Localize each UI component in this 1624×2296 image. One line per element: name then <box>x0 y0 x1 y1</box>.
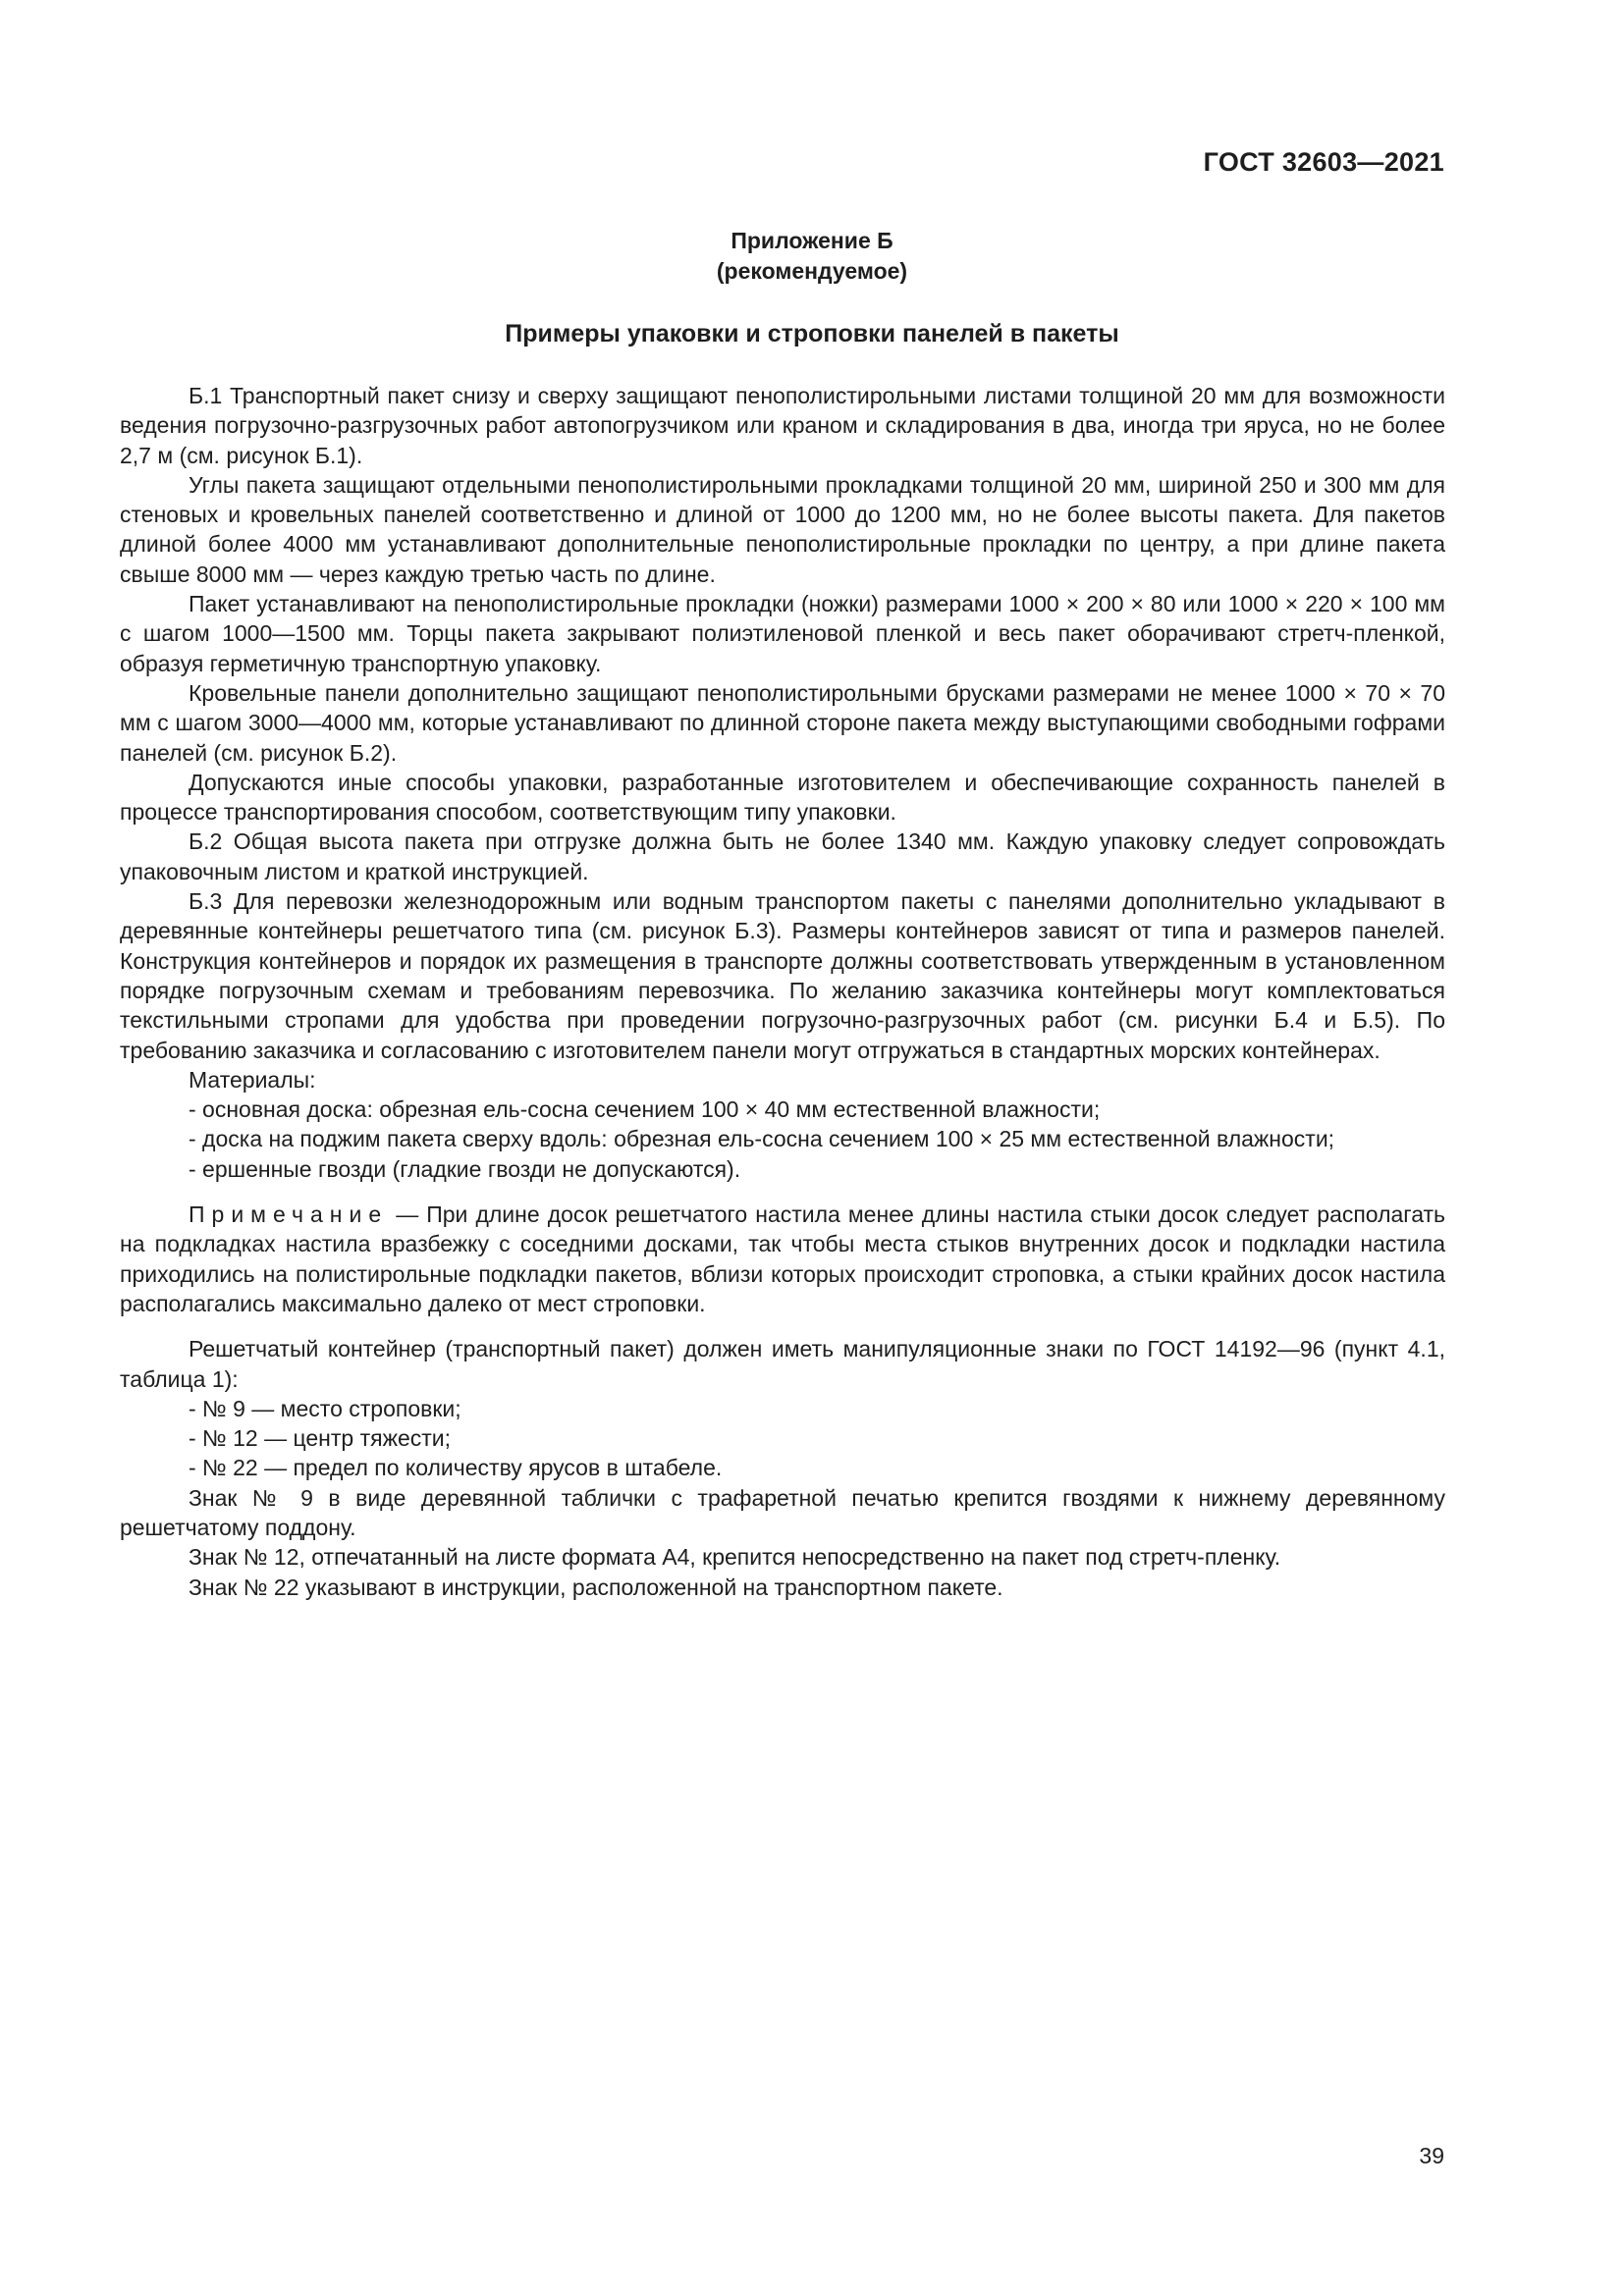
list-item: - № 12 — центр тяжести; <box>189 1425 452 1452</box>
body-text <box>120 381 1445 1602</box>
paragraph-b2: Б.2 Общая высота пакета при отгрузке должна быть не более 1340 мм. Каждую упаковку следует сопровождать упаковочным листом и краткой инструкцией. <box>120 828 1445 884</box>
paragraph-other-methods: Допускаются иные способы упаковки, разработанные изготовителем и обеспечивающие сохранность панелей в процессе транспортирования способом, соответствующим типу упаковки. <box>120 769 1445 826</box>
paragraph-roof-panels: Кровельные панели дополнительно защищают пенополистирольными брусками размерами не менее 1000 × 70 × 70 мм с шагом 3000—4000 мм, которые устанавливают по длинной стороне пакета между выступающими свободными гофрами панелей (см. рисунок Б.2). <box>120 679 1445 766</box>
paragraph-b3: Б.3 Для перевозки железнодорожным или водным транспортом пакеты с панелями дополнительно укладывают в деревянные контейнеры решетчатого типа (см. рисунок Б.3). Размеры контейнеров зависят от типа и размеров панелей. Конструкция контейнеров и порядок их размещения в транспорте должны соответствовать утвержденным в установленном порядке погрузочным схемам и требованиям перевозчика. По желанию заказчика контейнеры могут комплектоваться текстильными стропами для удобства при проведении погрузочно-разгрузочных работ (см. рисунки Б.4 и Б.5). По требованию заказчика и согласованию с изготовителем панели могут отгружаться в стандартных морских контейнерах. <box>120 888 1445 1063</box>
paragraph-b1: Б.1 Транспортный пакет снизу и сверху защищают пенополистирольными листами толщиной 20 мм для возможности ведения погрузочно-разгрузочных работ автопогрузчиком или краном и складирования в два, иногда три яруса, но не более 2,7 м (см. рисунок Б.1). <box>120 383 1445 468</box>
list-item: - основная доска: обрезная ель-сосна сечением 100 × 40 мм естественной влажности; <box>189 1096 1101 1123</box>
paragraph-sign-9: Знак № 9 в виде деревянной таблички с трафаретной печатью крепится гвоздями к нижнему деревянному решетчатому поддону. <box>120 1484 1445 1540</box>
materials-label: Материалы: <box>189 1066 316 1093</box>
annex-title-block <box>0 226 1624 287</box>
paragraph-manipulation-signs: Решетчатый контейнер (транспортный пакет) должен иметь манипуляционные знаки по ГОСТ 14192—96 (пункт 4.1, таблица 1): <box>120 1336 1445 1392</box>
annex-subtitle: (рекомендуемое) <box>716 258 908 284</box>
note-text: — При длине досок решетчатого настила менее длины настила стыки досок следует располагать на подкладках настила вразбежку с соседними досками, так чтобы места стыков внутренних досок и подкладки настила приходились на полистирольные подкладки пакетов, вблизи которых происходит строповка, а стыки крайних досок настила располагались максимально далеко от мест строповки. <box>120 1201 1445 1316</box>
section-heading: Примеры упаковки и строповки панелей в пакеты <box>505 320 1119 347</box>
paragraph-supports: Пакет устанавливают на пенополистирольные прокладки (ножки) размерами 1000 × 200 × 80 или 1000 × 220 × 100 мм с шагом 1000—1500 мм. Торцы пакета закрывают полиэтиленовой пленкой и весь пакет оборачивают стретч-пленкой, образуя герметичную транспортную упаковку. <box>120 591 1445 676</box>
note-label: Примечание <box>189 1201 389 1228</box>
note-paragraph <box>120 1200 1445 1318</box>
paragraph-sign-22: Знак № 22 указывают в инструкции, расположенной на транспортном пакете. <box>189 1574 1003 1600</box>
list-item: - ершенные гвозди (гладкие гвозди не допускаются). <box>189 1155 741 1182</box>
list-item: - № 22 — предел по количеству ярусов в штабеле. <box>189 1455 723 1481</box>
paragraph-corners: Углы пакета защищают отдельными пенополистирольными прокладками толщиной 20 мм, шириной 250 и 300 мм для стеновых и кровельных панелей соответственно и длиной от 1000 до 1200 мм, но не более высоты пакета. Для пакетов длиной более 4000 мм устанавливают дополнительные пенополистирольные прокладки по центру, а при длине пакета свыше 8000 мм — через каждую третью часть по длине. <box>120 471 1445 587</box>
paragraph-sign-12: Знак № 12, отпечатанный на листе формата А4, крепится непосредственно на пакет под стретч-пленку. <box>189 1544 1281 1571</box>
list-item: - доска на поджим пакета сверху вдоль: обрезная ель-сосна сечением 100 × 25 мм естественной влажности; <box>189 1126 1335 1152</box>
page-number: 39 <box>1419 2143 1444 2168</box>
document-header-standard: ГОСТ 32603—2021 <box>1203 147 1444 177</box>
annex-title: Приложение Б <box>731 228 893 253</box>
list-item: - № 9 — место строповки; <box>189 1395 461 1421</box>
